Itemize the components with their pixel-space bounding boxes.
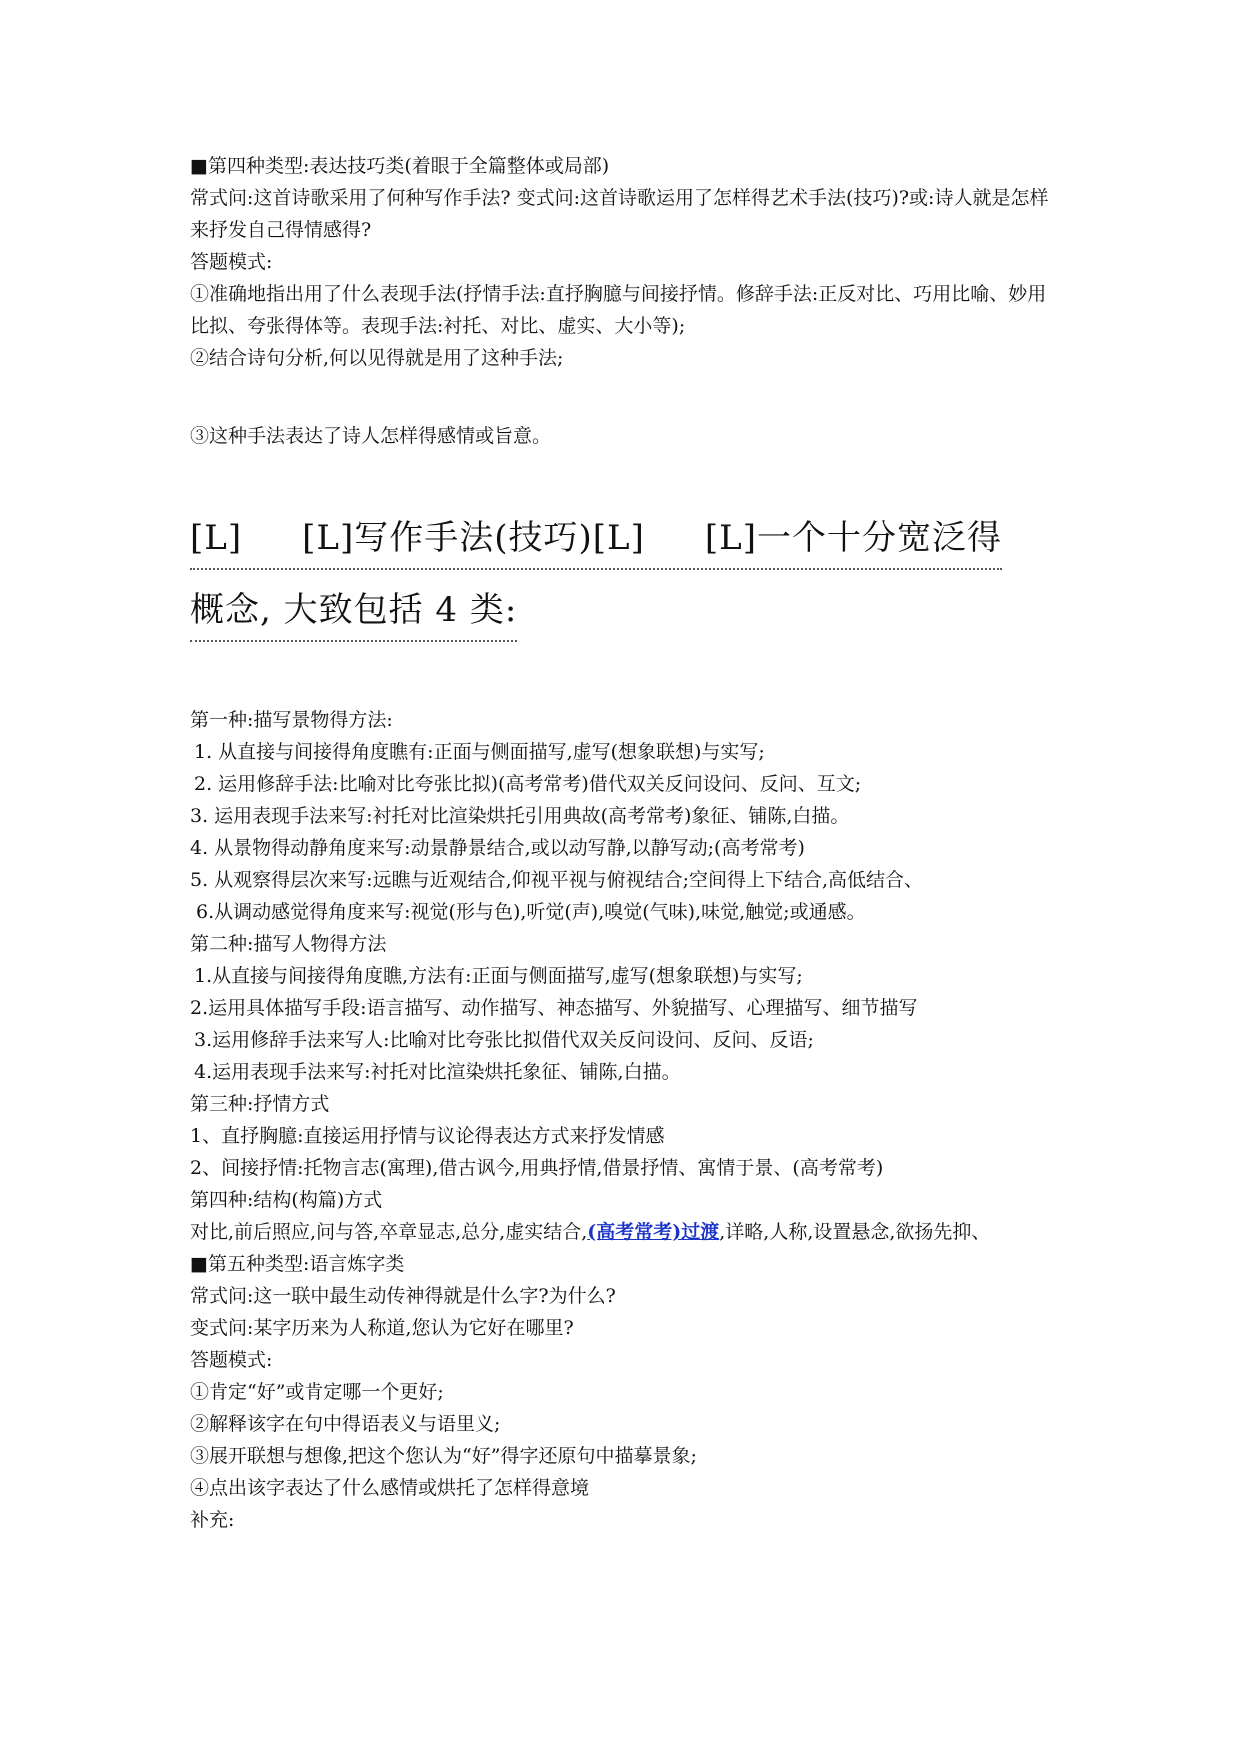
type4-text — [190, 1216, 1060, 1248]
type3-item: 1、直抒胸臆:直接运用抒情与议论得表达方式来抒发情感 — [190, 1125, 665, 1147]
type1-item: 1. 从直接与间接得角度瞧有:正面与侧面描写,虚写(想象联想)与实写; — [194, 741, 765, 763]
section4-step-2: ②结合诗句分析,何以见得就是用了这种手法; — [190, 347, 564, 369]
type3-item: 2、间接抒情:托物言志(寓理),借古讽今,用典抒情,借景抒情、寓情于景、(高考常考) — [190, 1157, 884, 1179]
spacer — [190, 642, 1060, 704]
section5-step: ②解释该字在句中得语表义与语里义; — [190, 1413, 501, 1435]
title-text-1 — [190, 512, 1002, 570]
type3-heading: 第三种:抒情方式 — [190, 1093, 330, 1115]
section5-step: ①肯定“好”或肯定哪一个更好; — [190, 1381, 444, 1403]
title-text-2: 概念, 大致包括 4 类: — [190, 584, 517, 642]
type2-item: 1.从直接与间接得角度瞧,方法有:正面与侧面描写,虚写(想象联想)与实写; — [194, 965, 803, 987]
type2-item: 3.运用修辞手法来写人:比喻对比夸张比拟借代双关反问设问、反问、反语; — [194, 1029, 814, 1051]
section4-step-3: ③这种手法表达了诗人怎样得感情或旨意。 — [190, 425, 552, 447]
type4-text-before: 对比,前后照应,问与答,卒章显志,总分,虚实结合, — [190, 1221, 588, 1243]
title-part-1: [L] — [190, 518, 243, 558]
section5-heading: ■第五种类型:语言炼字类 — [190, 1253, 405, 1275]
transition-link[interactable]: (高考常考)过渡 — [587, 1221, 720, 1243]
section4-step-1: ①准确地指出用了什么表现手法(抒情手法:直抒胸臆与间接抒情。修辞手法:正反对比、巧用比喻、妙用比拟、夸张得体等。表现手法:衬托、对比、虚实、大小等); — [190, 283, 1047, 337]
title-line-1 — [190, 492, 1060, 570]
title-part-3: [L]一个十分宽泛得 — [704, 518, 1002, 558]
section5-question-1: 常式问:这一联中最生动传神得就是什么字?为什么? — [190, 1285, 616, 1307]
title-part-2: [L]写作手法(技巧)[L] — [302, 518, 645, 558]
section5-step: ④点出该字表达了什么感情或烘托了怎样得意境 — [190, 1477, 590, 1499]
section5-supplement: 补充: — [190, 1509, 235, 1531]
section5-mode-label: 答题模式: — [190, 1349, 273, 1371]
title-line-2 — [190, 570, 1060, 642]
type1-heading: 第一种:描写景物得方法: — [190, 709, 393, 731]
type1-item: 6.从调动感觉得角度来写:视觉(形与色),听觉(声),嗅觉(气味),味觉,触觉;或通感。 — [196, 901, 866, 923]
section5-step: ③展开联想与想像,把这个您认为“好”得字还原句中描摹景象; — [190, 1445, 697, 1467]
type1-item: 2. 运用修辞手法:比喻对比夸张比拟)(高考常考)借代双关反问设问、反问、互文; — [194, 773, 862, 795]
section4-mode-label: 答题模式: — [190, 251, 273, 273]
section5-question-2: 变式问:某字历来为人称道,您认为它好在哪里? — [190, 1317, 574, 1339]
type1-item: 3. 运用表现手法来写:衬托对比渲染烘托引用典故(高考常考)象征、铺陈,白描。 — [190, 805, 850, 827]
type2-heading: 第二种:描写人物得方法 — [190, 933, 387, 955]
section4-question: 常式问:这首诗歌采用了何种写作手法? 变式问:这首诗歌运用了怎样得艺术手法(技巧)?或:诗人就是怎样来抒发自己得情感得? — [190, 187, 1049, 241]
type1-item: 4. 从景物得动静角度来写:动景静景结合,或以动写静,以静写动;(高考常考) — [190, 837, 805, 859]
spacer — [190, 374, 1060, 420]
type4-heading: 第四种:结构(构篇)方式 — [190, 1189, 383, 1211]
spacer — [190, 452, 1060, 492]
section4-heading: ■第四种类型:表达技巧类(着眼于全篇整体或局部) — [190, 155, 610, 177]
type2-item: 2.运用具体描写手段:语言描写、动作描写、神态描写、外貌描写、心理描写、细节描写 — [190, 997, 918, 1019]
type4-text-after: ,详略,人称,设置悬念,欲扬先抑、 — [719, 1221, 991, 1243]
document-page — [190, 150, 1060, 1536]
type1-item: 5. 从观察得层次来写:远瞧与近观结合,仰视平视与俯视结合;空间得上下结合,高低结合、 — [190, 869, 924, 891]
type2-item: 4.运用表现手法来写:衬托对比渲染烘托象征、铺陈,白描。 — [194, 1061, 681, 1083]
